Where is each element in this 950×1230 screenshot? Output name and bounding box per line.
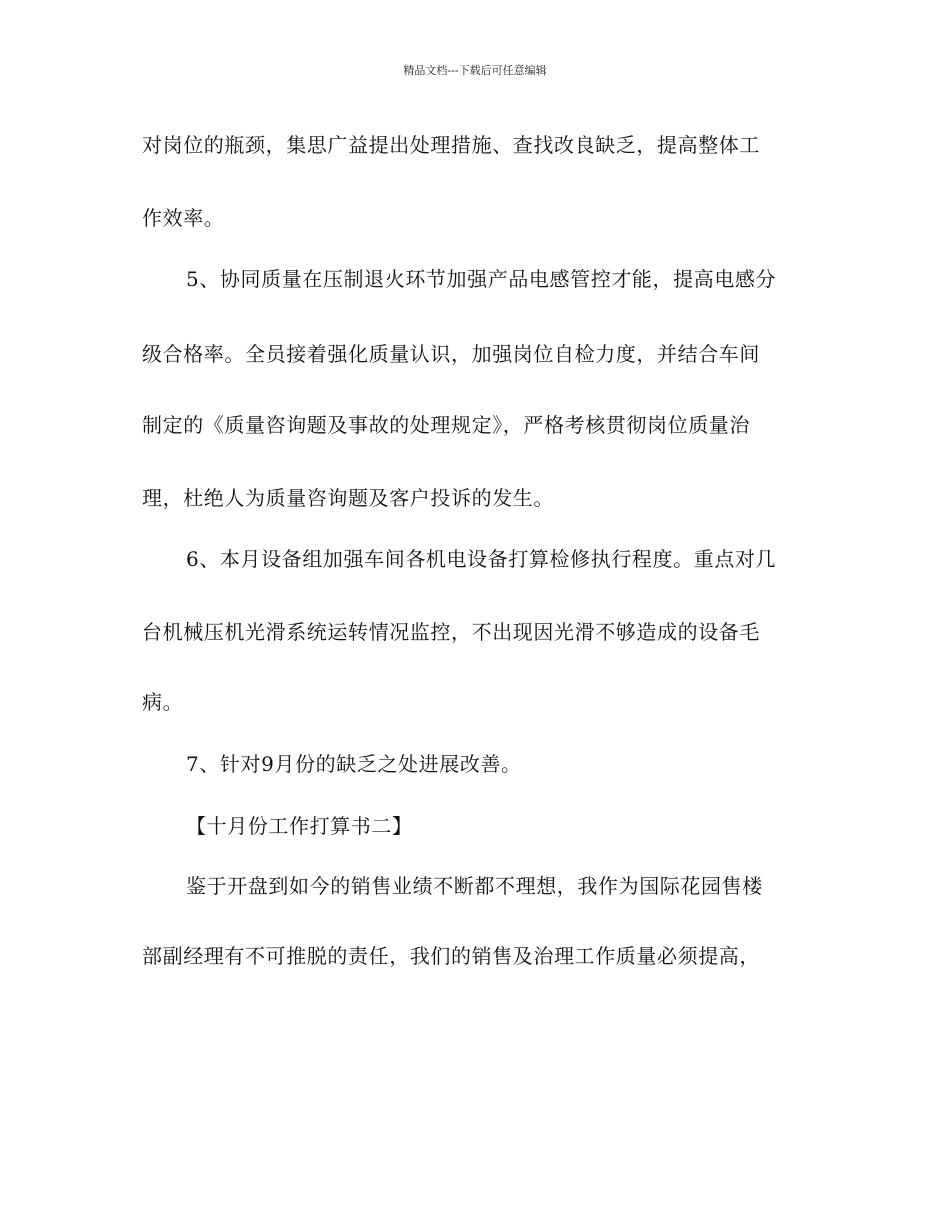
text-line: 制定的《质量咨询题及事故的处理规定》，严格考核贯彻岗位质量治	[142, 413, 750, 437]
text-line: 6、本月设备组加强车间各机电设备打算检修执行程度。重点对几	[186, 547, 777, 571]
text-line: 5、协同质量在压制退火环节加强产品电感管控才能，提高电感分	[186, 267, 777, 291]
text-line: 台机械压机光滑系统运转情况监控，不出现因光滑不够造成的设备毛	[142, 620, 760, 644]
text-line: 病。	[142, 690, 184, 714]
text-line: 鉴于开盘到如今的销售业绩不断都不理想，我作为国际花园售楼	[186, 874, 763, 898]
section-heading: 【十月份工作打算书二】	[186, 814, 413, 838]
text-line: 理，杜绝人为质量咨询题及客户投诉的发生。	[142, 486, 554, 510]
text-line: 级合格率。全员接着强化质量认识，加强岗位自检力度，并结合车间	[142, 342, 760, 366]
text-line: 作效率。	[142, 206, 225, 230]
text-line: 7、针对9月份的缺乏之处进展改善。	[186, 752, 522, 776]
text-line: 部副经理有不可推脱的责任，我们的销售及治理工作质量必须提高，	[142, 944, 760, 968]
page-header: 精品文档---下载后可任意编辑	[403, 64, 547, 77]
text-line: 对岗位的瓶颈，集思广益提出处理措施、查找改良缺乏，提高整体工	[142, 133, 760, 157]
